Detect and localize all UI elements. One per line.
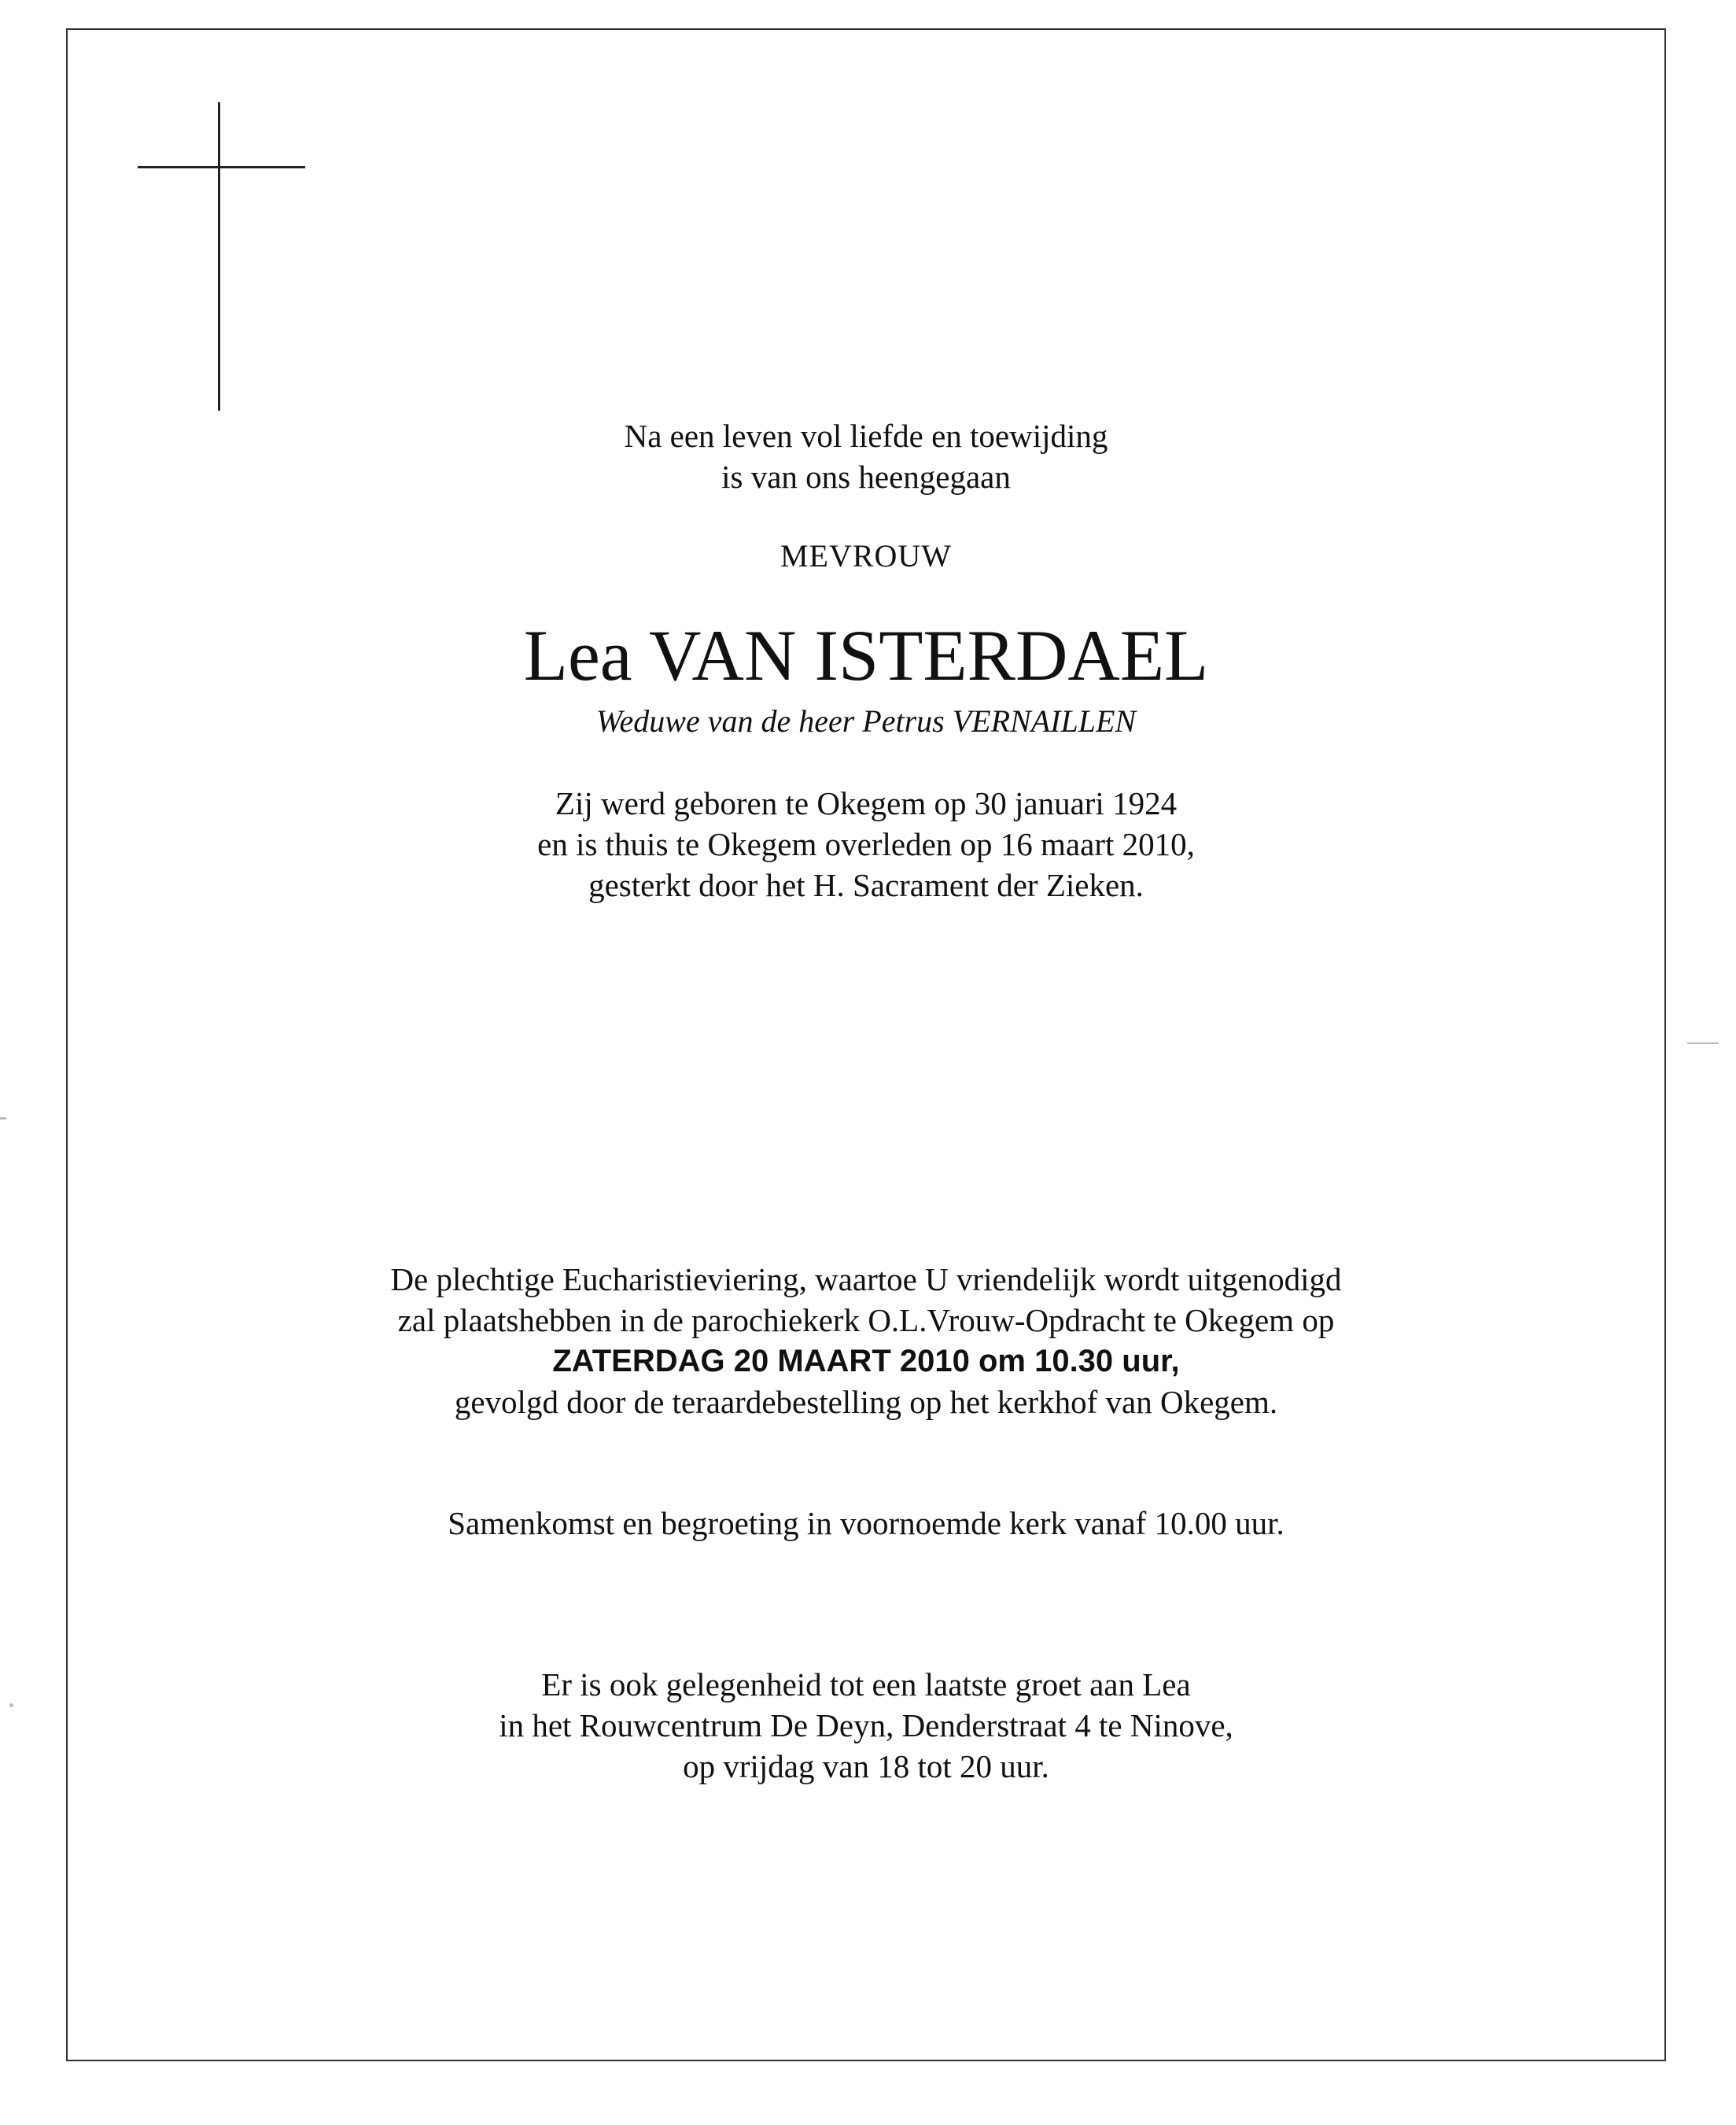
gathering-details: [66, 1503, 1666, 1544]
farewell-line-1: Er is ook gelegenheid tot een laatste groet aan Lea: [541, 1666, 1191, 1703]
deceased-name: [66, 612, 1666, 699]
deceased-name-text: Lea VAN ISTERDAEL: [523, 615, 1209, 695]
intro-text: [66, 415, 1666, 497]
cross-vertical-bar: [218, 102, 220, 411]
spouse-line-text: Weduwe van de heer Petrus VERNAILLEN: [595, 703, 1137, 739]
life-line-1: Zij werd geboren te Okegem op 30 januari 1924: [555, 785, 1178, 821]
cross-horizontal-bar: [138, 166, 305, 168]
mass-line-4: gevolgd door de teraardebestelling op het kerkhof van Okegem.: [454, 1384, 1278, 1420]
intro-line-2: is van ons heengegaan: [721, 459, 1011, 495]
title-word-text: MEVROUW: [780, 538, 953, 574]
spouse-line: [66, 702, 1666, 741]
life-line-2: en is thuis te Okegem overleden op 16 maart 2010,: [537, 826, 1195, 862]
scan-speck: [9, 1703, 13, 1707]
mass-details: [66, 1259, 1666, 1422]
gathering-line-1: Samenkomst en begroeting in voornoemde kerk vanaf 10.00 uur.: [448, 1505, 1284, 1541]
farewell-line-3: op vrijdag van 18 tot 20 uur.: [683, 1748, 1049, 1784]
life-details: [66, 783, 1666, 906]
scan-speck: [0, 1117, 6, 1120]
intro-line-1: Na een leven vol liefde en toewijding: [624, 418, 1108, 454]
mass-line-2: zal plaatshebben in de parochiekerk O.L.Vrouw-Opdracht te Okegem op: [397, 1302, 1335, 1338]
mass-line-1: De plechtige Eucharistieviering, waartoe U vriendelijk wordt uitgenodigd: [390, 1261, 1342, 1297]
farewell-details: [66, 1664, 1666, 1787]
life-line-3: gesterkt door het H. Sacrament der Zieken.: [588, 867, 1144, 903]
mass-date-time: ZATERDAG 20 MAART 2010 om 10.30 uur,: [552, 1344, 1180, 1378]
title-word: [66, 537, 1666, 576]
farewell-line-2: in het Rouwcentrum De Deyn, Denderstraat 4 te Ninove,: [499, 1707, 1233, 1743]
scan-speck: [1687, 1042, 1719, 1044]
